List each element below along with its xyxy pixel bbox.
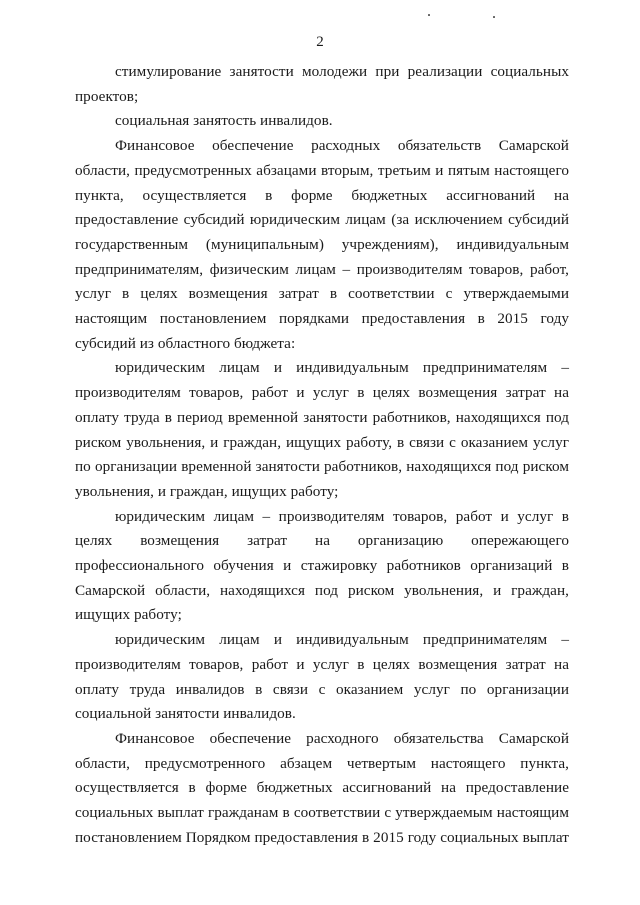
document-body xyxy=(75,60,569,851)
paragraph: стимулирование занятости молодежи при реализации социальных проектов; xyxy=(75,63,569,105)
paragraph: социальная занятость инвалидов. xyxy=(115,112,333,130)
scan-speck xyxy=(428,14,430,16)
paragraph: Финансовое обеспечение расходного обязательства Самарской области, предусмотренного абзацем четвертым настоящего пункта, осуществляется в форме бюджетных ассигнований на предоставление социальных выплат гражданам в соответствии с утверждаемым настоящим постановлением Порядком предоставления в 2015 году социальных выплат xyxy=(75,729,569,846)
page-number: 2 xyxy=(316,34,324,50)
scan-speck xyxy=(493,16,495,18)
paragraph: Финансовое обеспечение расходных обязательств Самарской области, предусмотренных абзацами вторым, третьим и пятым настоящего пункта, осуществляется в форме бюджетных ассигнований на предоставление субсидий юридическим лицам (за исключением субсидий государственным (муниципальным) учреждениям), индивидуальным предпринимателям, физическим лицам – производителям товаров, работ, услуг в целях возмещения затрат в соответствии с утверждаемыми настоящим постановлением порядками предоставления в 2015 году субсидий из областного бюджета: xyxy=(75,137,569,352)
paragraph: юридическим лицам и индивидуальным предпринимателям – производителям товаров, работ и услуг в целях возмещения затрат на оплату труда инвалидов в связи с оказанием услуг по организации социальной занятости инвалидов. xyxy=(75,631,569,723)
paragraph: юридическим лицам – производителям товаров, работ и услуг в целях возмещения затрат на организацию опережающего профессионального обучения и стажировку работников организаций в Самарской области, находящихся под риском увольнения, и граждан, ищущих работу; xyxy=(75,507,569,624)
paragraph: юридическим лицам и индивидуальным предпринимателям – производителям товаров, работ и услуг в целях возмещения затрат на оплату труда в период временной занятости работников, находящихся под риском увольнения, и граждан, ищущих работу, в связи с оказанием услуг по организации временной занятости работников, находящихся под риском увольнения, и граждан, ищущих работу; xyxy=(75,359,569,500)
